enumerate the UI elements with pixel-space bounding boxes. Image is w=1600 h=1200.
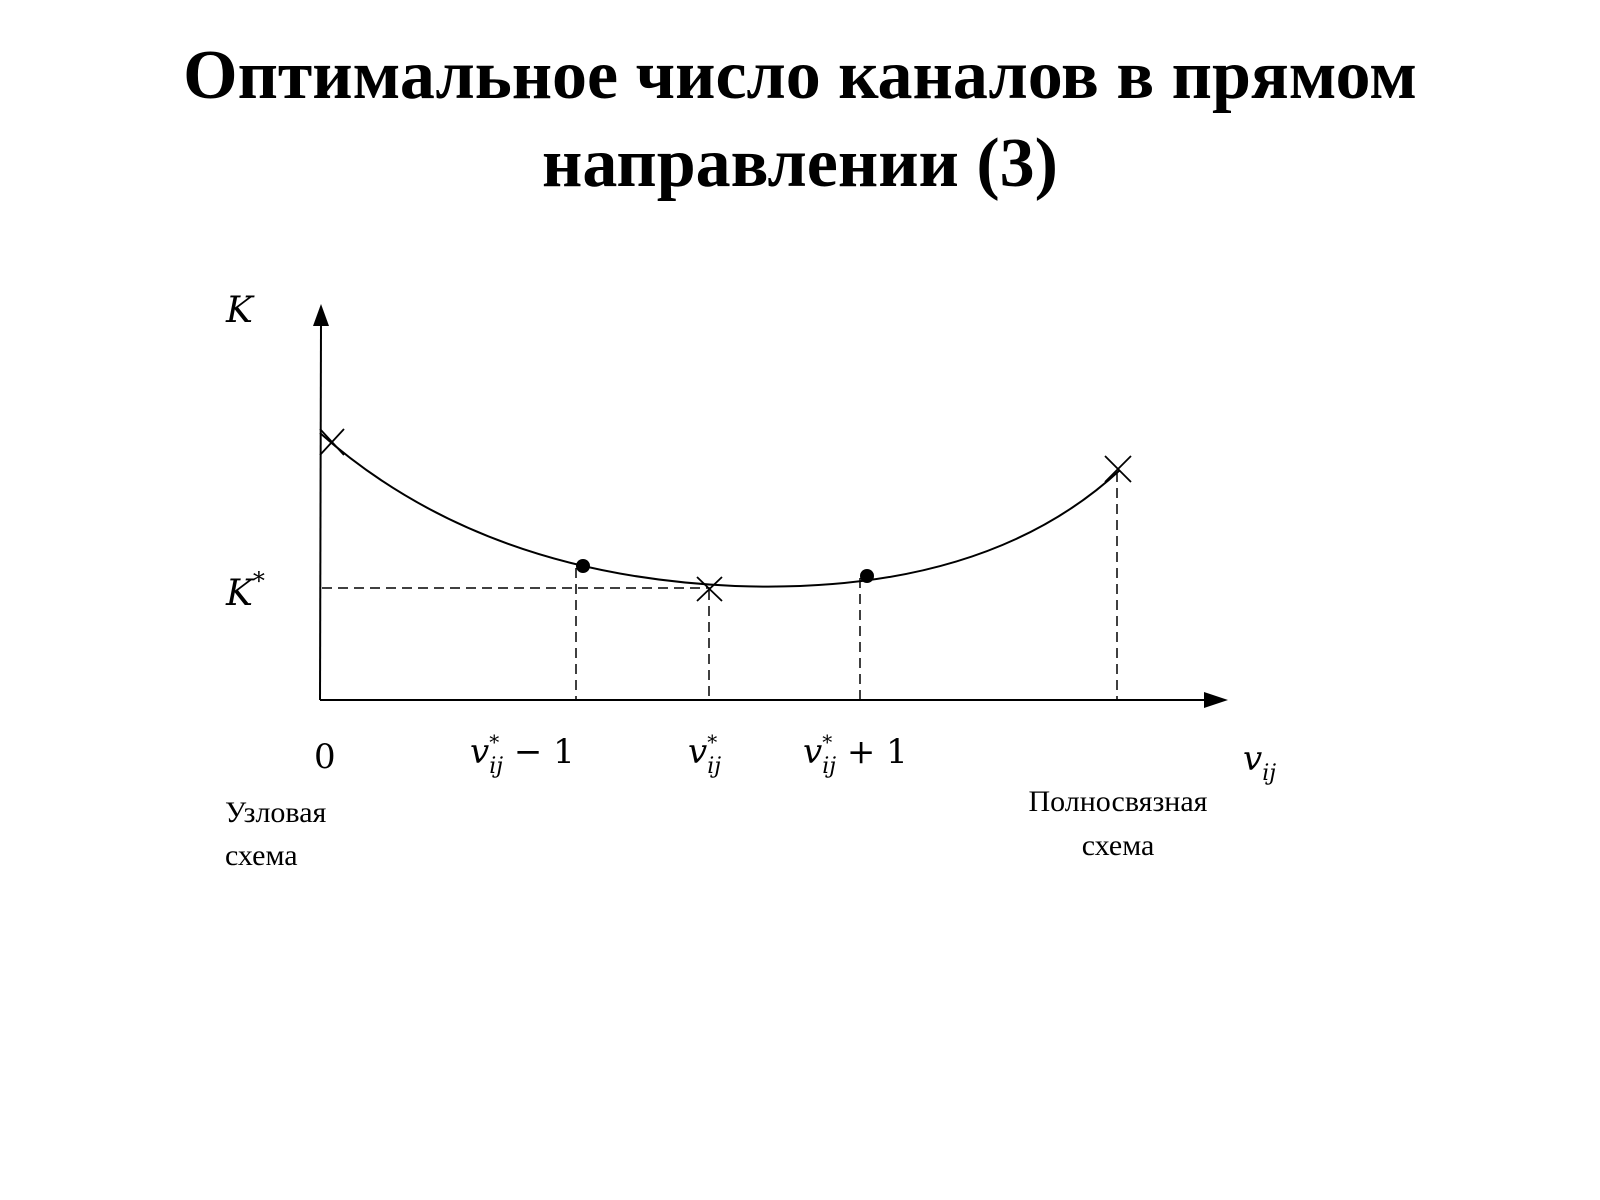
- tick-label-minus-one: v* ij − 1: [470, 730, 575, 779]
- tick-label-optimum: v* ij: [688, 730, 722, 779]
- caption-node-scheme-line-2: схема: [225, 839, 298, 872]
- k-star-label: K*: [226, 567, 265, 614]
- dot-marker-plus-one: [860, 569, 874, 583]
- caption-node-scheme-line-1: Узловая: [225, 796, 327, 829]
- tick-label-plus-one: v* ij + 1: [803, 730, 908, 779]
- slide-title-line-1: Оптимальное число каналов в прямом: [183, 37, 1417, 114]
- slide-title-line-2: направлении (3): [541, 125, 1058, 202]
- cross-marker-end: [1105, 456, 1131, 482]
- tick-label-zero: 0: [314, 737, 336, 777]
- dot-marker-minus-one: [576, 559, 590, 573]
- cross-marker-start: [320, 429, 344, 455]
- cost-curve: [320, 433, 1120, 587]
- x-axis-label: $v_{ij}$: [1243, 739, 1277, 786]
- x-axis-arrow-icon: [1204, 692, 1228, 708]
- y-axis-label: K: [226, 290, 253, 331]
- y-axis-arrow-icon: [313, 304, 329, 326]
- caption-full-mesh-line-2: схема: [1081, 829, 1155, 862]
- y-axis: [320, 322, 321, 700]
- caption-full-mesh-line-1: Полносвязная: [1028, 785, 1208, 818]
